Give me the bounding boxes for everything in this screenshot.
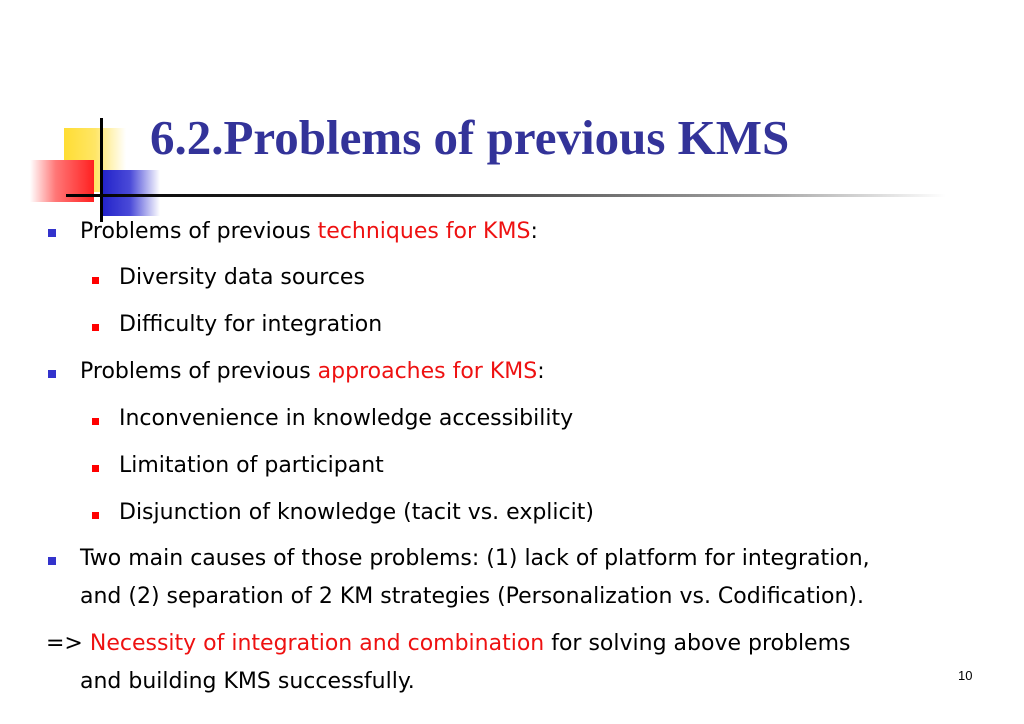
- page-number: 10: [958, 668, 973, 683]
- decor-vertical-line: [100, 118, 103, 222]
- bullet-causes-line2: [80, 578, 864, 616]
- bullet-text: Problems of previous: [80, 359, 318, 384]
- sub-bullet-marker: [92, 324, 99, 331]
- bullet-text: Limitation of participant: [119, 453, 384, 478]
- bullet-text: :: [530, 219, 538, 244]
- sub-bullet-marker: [92, 418, 99, 425]
- sub-bullet-marker: [92, 465, 99, 472]
- sub-bullet-difficulty: [119, 306, 382, 344]
- slide-title: 6.2.Problems of previous KMS: [150, 110, 790, 165]
- bullet-marker: [48, 557, 56, 565]
- decor-blue-square: [100, 170, 160, 216]
- bullet-text: and (2) separation of 2 KM strategies (Personalization vs. Codification).: [80, 584, 864, 609]
- sub-bullet-marker: [92, 277, 99, 284]
- bullet-approaches: [80, 353, 545, 391]
- bullet-marker: [48, 229, 56, 237]
- sub-bullet-marker: [92, 512, 99, 519]
- sub-bullet-disjunction: [119, 494, 594, 532]
- conclusion-text: for solving above problems: [544, 631, 851, 656]
- sub-bullet-inconvenience: [119, 400, 573, 438]
- conclusion-line2: [80, 663, 415, 701]
- bullet-text: Two main causes of those problems: (1) lack of platform for integration,: [80, 546, 870, 571]
- sub-bullet-diversity: [119, 259, 365, 297]
- bullet-text: Disjunction of knowledge (tacit vs. explicit): [119, 500, 594, 525]
- bullet-text: :: [537, 359, 545, 384]
- sub-bullet-limitation: [119, 447, 384, 485]
- highlight-text: Necessity of integration and combination: [89, 631, 545, 656]
- highlight-text: approaches for KMS: [317, 359, 538, 384]
- conclusion-line1: [46, 625, 850, 663]
- conclusion-text: and building KMS successfully.: [80, 669, 415, 694]
- bullet-causes-line1: [80, 540, 870, 578]
- bullet-text: Problems of previous: [80, 219, 318, 244]
- title-underline: [66, 194, 946, 197]
- bullet-text: Inconvenience in knowledge accessibility: [119, 406, 574, 431]
- bullet-techniques: [80, 213, 538, 251]
- bullet-text: Difficulty for integration: [119, 312, 383, 337]
- highlight-text: techniques for KMS: [317, 219, 531, 244]
- bullet-text: Diversity data sources: [119, 265, 365, 290]
- bullet-marker: [48, 370, 56, 378]
- conclusion-arrow: =>: [46, 631, 90, 656]
